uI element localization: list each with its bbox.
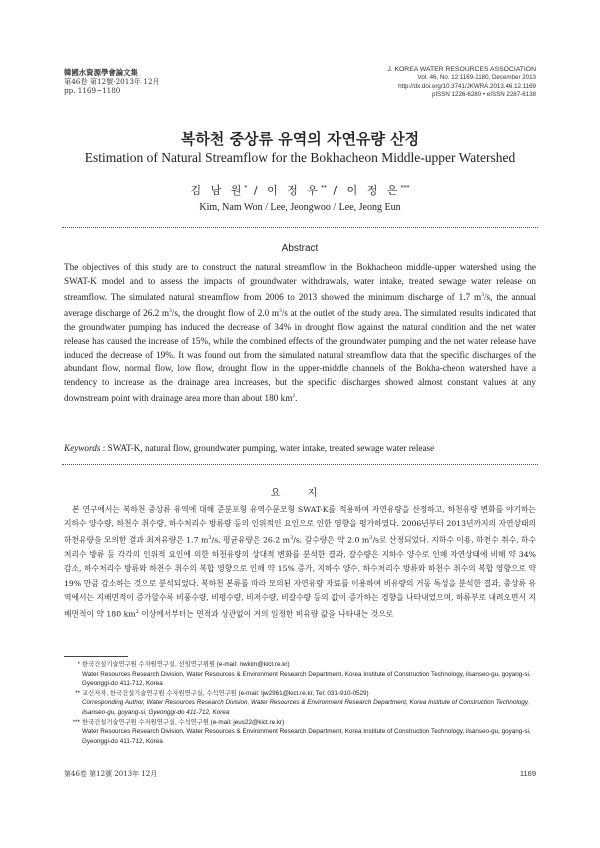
- footnote-2: [64, 689, 536, 718]
- footnote-english: Water Resources Research Division, Water Resources & Environment Research Department, Korea Institute of Construction Technology, ilsanseo-gu, goyang-si, Gyeonggi-do 411-712, Korea: [82, 670, 531, 688]
- footnote-korean: 한국건설기술연구원 수자원연구실, 선임연구위원 (e-mail: nwkim@kict.re.kr): [82, 661, 290, 668]
- volume-info-korean: 第46卷 第12號·2013年 12月: [64, 77, 160, 86]
- footnote-text: [82, 689, 536, 718]
- keywords-separator: :: [100, 443, 108, 453]
- footnote-text: [82, 660, 536, 689]
- footnote-marker: ***: [72, 718, 80, 726]
- abstract-text: The objectives of this study are to construct the natural streamflow in the Bokhacheon middle-upper watershed using the SWAT-K model and to assess the impacts of groundwater withdrawals, water intake, treated sewage water release on streamflow. The simulated natural streamflow from 2006 to 2013 showed the minimum discharge of 1.7 m: [64, 262, 536, 302]
- journal-name-korean: 韓國水資源學會論文集: [64, 68, 138, 77]
- abstract-text: /s, the drought flow of 2.0 m: [171, 307, 279, 318]
- journal-header-english: [387, 66, 536, 100]
- footnote-1: [64, 660, 536, 689]
- footnote-marker: *: [77, 661, 80, 668]
- superscript: 3: [481, 291, 484, 298]
- summary-text: /s, 갈수량은 약 2.0 m: [293, 535, 370, 545]
- footer-volume: 第46卷 第12號 2013年 12月: [64, 770, 158, 778]
- keywords-label: Keywords: [64, 443, 101, 453]
- title-english: Estimation of Natural Streamflow for the Bokhacheon Middle-upper Watershed: [84, 150, 516, 165]
- footnote-rule: [64, 656, 128, 657]
- footnote-korean: 교신저자, 한국건설기술연구원 수자원연구실, 수석연구원 (e-mail: ljw2961@kict.re.kr, Tel: 031-910-0529): [82, 689, 369, 697]
- title-korean: 복하천 중상류 유역의 자연유량 산정: [180, 130, 420, 148]
- journal-header-korean: [64, 68, 160, 95]
- footnote-3: [64, 718, 536, 747]
- superscript: 3: [290, 535, 294, 542]
- page-number: 1169: [519, 769, 536, 778]
- author-separator: /: [247, 184, 268, 197]
- author-3-mark: ***: [400, 184, 410, 192]
- superscript: 2: [135, 609, 139, 615]
- authors-english: Kim, Nam Won / Lee, Jeongwoo / Lee, Jeong Eun: [199, 202, 401, 213]
- footnote-text: [82, 718, 536, 747]
- doi-link[interactable]: http://dx.doi.org/10.3741/JKWRA.2013.46.12.1169: [398, 82, 536, 90]
- abstract-text: .: [295, 393, 298, 404]
- footnote-korean: 한국건설기술연구원 수자원연구실, 수석연구원 (e-mail: jeus22@kict.re.kr): [82, 718, 285, 726]
- issn: pISSN 1226-6280 • eISSN 2287-6138: [432, 91, 536, 99]
- volume-info-english: Vol. 46, No. 12:1169-1180, December 2013: [417, 74, 536, 82]
- superscript: 3: [208, 535, 212, 542]
- summary-text: 본 연구에서는 복하천 중상류 유역에 대해 준분포형 유역수문모형 SWAT-K를 적용하여 자연유량을 산정하고, 하천유량 변화를 야기하는 지하수 양수량, 하천수 취수량, 하수처리수 방류량 등의 인위적인 요인으로 인한 영향을 평가하였다. 2006년부터 2013년까지의 자연상태의 하천유량을 모의한 결과 최저유량은 1.7 m: [64, 505, 536, 545]
- superscript: 3: [369, 535, 373, 542]
- footnote-english: Corresponding Author, Water Resources Research Division, Water Resources & Environment Research Department, Korea Institute of Construction Technology, ilsanseo-gu, goyang-si, Gyeonggi-do 411-712, Korea: [82, 699, 530, 716]
- superscript: 2: [292, 393, 296, 400]
- summary-text: /s, 평균유량은 26.2 m: [211, 535, 291, 545]
- footnotes: [64, 660, 536, 746]
- summary-text: /s로 산정되었다. 지하수 이용, 하천수 취수, 하수처리수 방류 등 각각의 인위적 요인에 의한 하천유량의 상대적 변화를 분석한 결과, 갈수량은 지하수 양수로 인해 자연상태에 비해 약 34% 감소, 하수처리수 방류와 하천수 취수의 복합 영향으로 인해 약 15% 증가, 지하수 양수, 하수처리수 방류와 하천수 취수의 복합 영향으로 약 19% 만큼 감소하는 것으로 분석되었다. 복하천 본류를 따라 모의된 자연유량 자료를 이용하여 비유량의 거동 특성을 분석한 결과, 중상류 유역에서는 지배면적이 증가할수록 비풍수량, 비평수량, 비저수량, 비갈수량 등의 값이 증가하는 경향을 나타내었으며, 하류부로 내려오면서 지배면적이 약 180 km: [64, 535, 536, 619]
- footnote-english: Water Resources Research Division, Water Resources & Environment Research Department, Korea Institute of Construction Technology, ilsanseo-gu, goyang-si, Gyeonggi-do 411-712, Korea: [82, 728, 531, 745]
- korean-summary-body: [64, 503, 536, 622]
- page-range: pp. 1169~1180: [64, 86, 121, 95]
- superscript: 3: [169, 307, 172, 314]
- author-2-mark: **: [320, 184, 327, 192]
- author-3: 이 정 은: [346, 184, 401, 197]
- journal-name-english: J. KOREA WATER RESOURCES ASSOCIATION: [387, 66, 536, 73]
- author-separator: /: [326, 184, 347, 197]
- abstract-text: /s at the outlet of the study area. The simulated results indicated that the groundwater pumping has induced the decrease of 34% in drought flow against the natural condition and the net water release has caused the increase of 15%, while the combined effects of the groundwater pumping and the net water release have induced the decrease of 19%. It was found out from the simulated natural streamflow data that the specific discharges of the abundant flow, normal flow, low flow, drought flow in the upper-middle channels of the Bokha-cheon watershed have a tendency to increase as the drainage area increases, but the specific discharges showed almost constant values at any downstream point with drainage area more than about 180 km: [64, 307, 536, 404]
- author-1: 김 남 원: [190, 184, 245, 197]
- dotted-divider: [62, 464, 538, 465]
- summary-text: 이상에서부터는 면적과 상관없이 거의 일정한 비유량 값을 나타내는 것으로: [138, 609, 394, 619]
- keywords: [64, 442, 536, 455]
- keywords-text: SWAT-K, natural flow, groundwater pumping, water intake, treated sewage water release: [107, 443, 435, 453]
- abstract-text: /s, the annual average discharge of 26.2 m: [64, 291, 537, 318]
- authors-korean: [0, 182, 600, 198]
- dotted-divider: [62, 227, 538, 228]
- footnote-marker: **: [75, 689, 80, 697]
- abstract-body: [64, 261, 536, 406]
- abstract-heading: Abstract: [281, 243, 319, 254]
- korean-summary-heading: 요 지: [270, 488, 330, 499]
- superscript: 3: [279, 307, 282, 314]
- author-2: 이 정 우: [267, 184, 321, 197]
- author-1-mark: *: [244, 184, 248, 192]
